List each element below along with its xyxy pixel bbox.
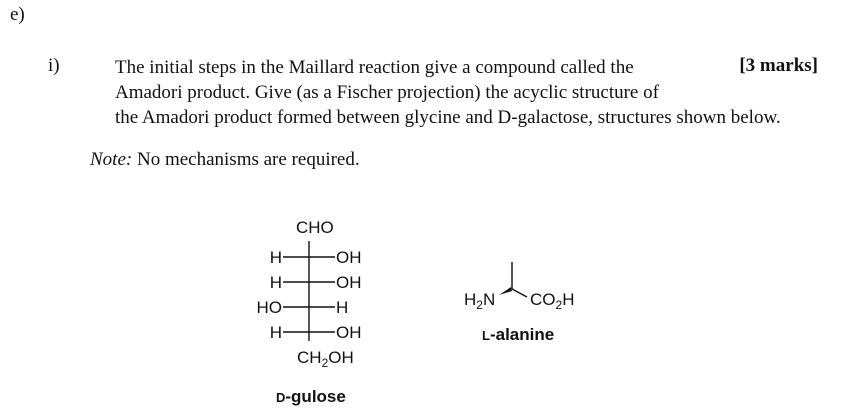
note-label: Note: [90,149,133,170]
fischer-row-2-left: H [269,273,282,292]
alanine-carboxyl-bond [512,289,527,297]
fischer-row-3-right: H [336,298,349,317]
marks-label: [3 marks] [739,55,818,76]
alanine-structure [464,262,574,344]
question-line-2: Amadori product. Give (as a Fischer projection) the acyclic structure of [115,82,659,103]
alanine-amine-group: $H_2N$ [464,290,496,312]
question-line-1: The initial steps in the Maillard reaction give a compound called the [115,57,634,78]
fischer-row-4-right: OH [336,323,362,342]
fischer-bottom-group: $CH_2OH$ [297,348,354,370]
fischer-compound-name: D-gulose [276,387,346,406]
fischer-projection [257,218,362,406]
question-line-3: the Amadori product formed between glycine and D-galactose, structures shown below. [115,107,781,128]
alanine-compound-name: L-alanine [482,325,555,344]
fischer-top-group: CHO [296,218,334,237]
alanine-acid-group: $CO_2H$ [530,290,575,312]
section-label: e) [10,4,25,25]
question-number: i) [48,55,60,76]
fischer-row-1-left: H [269,248,282,267]
fischer-row-1-right: OH [336,248,362,267]
fischer-row-2-right: OH [336,273,362,292]
fischer-row-4-left: H [269,323,282,342]
fischer-row-3-left: HO [256,298,282,317]
alanine-wedge-bond [499,287,512,295]
note-text: No mechanisms are required. [132,149,360,170]
